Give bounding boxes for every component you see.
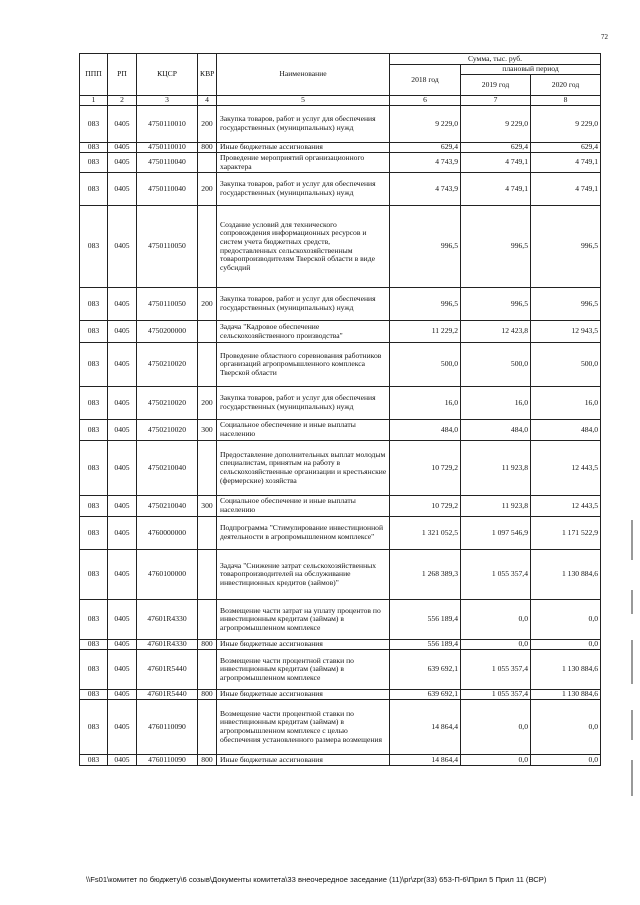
cell-rp: 0405 [108, 755, 137, 766]
cell-kcsr: 47601R5440 [137, 690, 198, 700]
cell-2019: 4 749,1 [461, 173, 531, 206]
table-row [80, 755, 601, 766]
cell-kvr [198, 206, 217, 288]
cell-2018: 14 864,4 [390, 755, 461, 766]
cell-2018: 556 189,4 [390, 600, 461, 640]
cell-2018: 484,0 [390, 420, 461, 441]
cell-2020: 12 443,5 [531, 496, 601, 517]
cell-2020: 4 749,1 [531, 173, 601, 206]
table-row [80, 550, 601, 600]
cell-kcsr: 4750110050 [137, 288, 198, 321]
cell-2018: 556 189,4 [390, 640, 461, 650]
cell-kvr [198, 441, 217, 496]
cell-kvr: 800 [198, 690, 217, 700]
table-row [80, 441, 601, 496]
cell-kcsr: 4750210020 [137, 420, 198, 441]
cell-kvr [198, 343, 217, 387]
cell-name: Социальное обеспечение и иные выплаты населению [217, 420, 390, 441]
cell-2018: 500,0 [390, 343, 461, 387]
cell-2019: 0,0 [461, 755, 531, 766]
header-kcsr: КЦСР [137, 54, 198, 96]
footer-file-path: \\Fs01\комитет по бюджету\6 созыв\Документы комитета\33 внеочередное заседание (11)\pr\zpr(33) 653-П-6\Прил 5 Прил 11 (ВСР) [86, 875, 547, 884]
cell-rp: 0405 [108, 387, 137, 420]
cell-ppp: 083 [80, 143, 108, 153]
cell-kcsr: 4750110010 [137, 106, 198, 143]
cell-2019: 0,0 [461, 640, 531, 650]
cell-name: Иные бюджетные ассигнования [217, 640, 390, 650]
table-row [80, 343, 601, 387]
cell-kcsr: 47601R4330 [137, 600, 198, 640]
cell-2020: 1 130 884,6 [531, 690, 601, 700]
cell-2018: 4 743,9 [390, 173, 461, 206]
cell-2020: 12 943,5 [531, 321, 601, 343]
cell-2019: 1 055 357,4 [461, 690, 531, 700]
cell-ppp: 083 [80, 650, 108, 690]
cell-kcsr: 4750110040 [137, 173, 198, 206]
cell-2020: 0,0 [531, 600, 601, 640]
cell-2018: 11 229,2 [390, 321, 461, 343]
cell-2019: 996,5 [461, 206, 531, 288]
cell-name: Подпрограмма "Стимулирование инвестиционной деятельности в агропромышленном комплексе" [217, 517, 390, 550]
cell-rp: 0405 [108, 343, 137, 387]
cell-2018: 16,0 [390, 387, 461, 420]
cell-kvr [198, 650, 217, 690]
cell-ppp: 083 [80, 600, 108, 640]
cell-name: Иные бюджетные ассигнования [217, 755, 390, 766]
cell-2018: 1 321 052,5 [390, 517, 461, 550]
cell-2018: 639 692,1 [390, 690, 461, 700]
cell-rp: 0405 [108, 517, 137, 550]
cell-2020: 629,4 [531, 143, 601, 153]
cell-kcsr: 4750210020 [137, 343, 198, 387]
cell-kcsr: 47601R5440 [137, 650, 198, 690]
cell-kcsr: 4760110090 [137, 755, 198, 766]
cell-ppp: 083 [80, 420, 108, 441]
cell-name: Возмещение части процентной ставки по инвестиционным кредитам (займам) в агропромышленном комплексе [217, 650, 390, 690]
cell-name: Задача "Кадровое обеспечение сельскохозяйственного производства" [217, 321, 390, 343]
cell-ppp: 083 [80, 343, 108, 387]
cell-kvr [198, 550, 217, 600]
cell-name: Задача "Снижение затрат сельскохозяйственных товаропроизводителей на обслуживание инвестиционных кредитов (займов)" [217, 550, 390, 600]
cell-2018: 996,5 [390, 206, 461, 288]
cell-2020: 12 443,5 [531, 441, 601, 496]
table-row [80, 496, 601, 517]
cell-kcsr: 4760000000 [137, 517, 198, 550]
cell-rp: 0405 [108, 288, 137, 321]
cell-rp: 0405 [108, 173, 137, 206]
cell-2019: 0,0 [461, 600, 531, 640]
cell-ppp: 083 [80, 550, 108, 600]
cell-2018: 9 229,0 [390, 106, 461, 143]
cell-kvr [198, 600, 217, 640]
cell-2018: 10 729,2 [390, 496, 461, 517]
cell-2019: 12 423,8 [461, 321, 531, 343]
header-sum: Сумма, тыс. руб. [390, 54, 601, 65]
cell-2019: 11 923,8 [461, 441, 531, 496]
header-kvr: КВР [198, 54, 217, 96]
header-planned-period: плановый период [461, 65, 601, 75]
cell-name: Закупка товаров, работ и услуг для обеспечения государственных (муниципальных) нужд [217, 288, 390, 321]
table-row [80, 321, 601, 343]
cell-2018: 1 268 389,3 [390, 550, 461, 600]
cell-2018: 996,5 [390, 288, 461, 321]
header-2020: 2020 год [531, 75, 601, 96]
cell-2020: 996,5 [531, 288, 601, 321]
cell-2018: 14 864,4 [390, 700, 461, 755]
column-number-8: 8 [531, 96, 601, 106]
cell-ppp: 083 [80, 321, 108, 343]
table-row [80, 700, 601, 755]
cell-kvr [198, 700, 217, 755]
cell-ppp: 083 [80, 387, 108, 420]
column-number-6: 6 [390, 96, 461, 106]
cell-kcsr: 4760100000 [137, 550, 198, 600]
column-number-3: 3 [137, 96, 198, 106]
cell-2019: 1 055 357,4 [461, 650, 531, 690]
cell-kvr [198, 321, 217, 343]
cell-2019: 0,0 [461, 700, 531, 755]
table-row [80, 153, 601, 173]
cell-rp: 0405 [108, 441, 137, 496]
cell-name: Возмещение части процентной ставки по инвестиционным кредитам (займам) в агропромышленном комплексе с целью обеспечения установленного размера возмещения [217, 700, 390, 755]
cell-kvr: 300 [198, 496, 217, 517]
column-numbers-row [80, 96, 601, 106]
cell-kvr: 200 [198, 387, 217, 420]
table-row [80, 420, 601, 441]
header-2019: 2019 год [461, 75, 531, 96]
cell-name: Закупка товаров, работ и услуг для обеспечения государственных (муниципальных) нужд [217, 173, 390, 206]
cell-name: Проведение мероприятий организационного характера [217, 153, 390, 173]
cell-2019: 16,0 [461, 387, 531, 420]
cell-name: Иные бюджетные ассигнования [217, 690, 390, 700]
cell-rp: 0405 [108, 640, 137, 650]
cell-2018: 629,4 [390, 143, 461, 153]
cell-kvr: 800 [198, 143, 217, 153]
table-header [80, 54, 601, 106]
page-number: 72 [601, 33, 608, 41]
cell-name: Иные бюджетные ассигнования [217, 143, 390, 153]
cell-2019: 11 923,8 [461, 496, 531, 517]
cell-rp: 0405 [108, 106, 137, 143]
cell-2020: 1 130 884,6 [531, 550, 601, 600]
column-number-1: 1 [80, 96, 108, 106]
cell-name: Создание условий для технического сопровождения информационных ресурсов и систем учета бюджетных средств, предоставленных сельскохозяйственным товаропроизводителям Тверской области в виде субсидий [217, 206, 390, 288]
cell-ppp: 083 [80, 517, 108, 550]
cell-kcsr: 4750210040 [137, 496, 198, 517]
cell-name: Проведение областного соревнования работников организаций агропромышленного комплекса Тверской области [217, 343, 390, 387]
table-row [80, 650, 601, 690]
cell-ppp: 083 [80, 496, 108, 517]
cell-ppp: 083 [80, 288, 108, 321]
cell-kcsr: 47601R4330 [137, 640, 198, 650]
cell-ppp: 083 [80, 106, 108, 143]
header-2018: 2018 год [390, 65, 461, 96]
table-row [80, 143, 601, 153]
cell-ppp: 083 [80, 755, 108, 766]
cell-kvr [198, 153, 217, 173]
cell-2020: 16,0 [531, 387, 601, 420]
cell-ppp: 083 [80, 640, 108, 650]
cell-2019: 1 097 546,9 [461, 517, 531, 550]
cell-2019: 1 055 357,4 [461, 550, 531, 600]
cell-2018: 639 692,1 [390, 650, 461, 690]
column-number-5: 5 [217, 96, 390, 106]
cell-2020: 996,5 [531, 206, 601, 288]
table-body [80, 106, 601, 766]
cell-2019: 629,4 [461, 143, 531, 153]
cell-2019: 996,5 [461, 288, 531, 321]
cell-name: Закупка товаров, работ и услуг для обеспечения государственных (муниципальных) нужд [217, 387, 390, 420]
column-number-7: 7 [461, 96, 531, 106]
table-row [80, 387, 601, 420]
cell-rp: 0405 [108, 600, 137, 640]
table-row [80, 288, 601, 321]
cell-rp: 0405 [108, 206, 137, 288]
header-rp: РП [108, 54, 137, 96]
cell-kvr: 300 [198, 420, 217, 441]
cell-rp: 0405 [108, 700, 137, 755]
cell-2019: 9 229,0 [461, 106, 531, 143]
cell-kcsr: 4750110050 [137, 206, 198, 288]
table-row [80, 600, 601, 640]
cell-2018: 10 729,2 [390, 441, 461, 496]
cell-kcsr: 4750110010 [137, 143, 198, 153]
cell-2018: 4 743,9 [390, 153, 461, 173]
cell-2019: 4 749,1 [461, 153, 531, 173]
cell-rp: 0405 [108, 550, 137, 600]
cell-kvr [198, 517, 217, 550]
column-number-4: 4 [198, 96, 217, 106]
cell-kcsr: 4750200000 [137, 321, 198, 343]
cell-rp: 0405 [108, 690, 137, 700]
cell-kcsr: 4750110040 [137, 153, 198, 173]
cell-2020: 484,0 [531, 420, 601, 441]
cell-kvr: 200 [198, 288, 217, 321]
cell-name: Закупка товаров, работ и услуг для обеспечения государственных (муниципальных) нужд [217, 106, 390, 143]
cell-ppp: 083 [80, 173, 108, 206]
cell-rp: 0405 [108, 650, 137, 690]
table-row [80, 640, 601, 650]
table-row [80, 690, 601, 700]
cell-2020: 0,0 [531, 755, 601, 766]
cell-rp: 0405 [108, 321, 137, 343]
cell-name: Социальное обеспечение и иные выплаты населению [217, 496, 390, 517]
cell-kcsr: 4750210020 [137, 387, 198, 420]
cell-ppp: 083 [80, 690, 108, 700]
cell-2020: 0,0 [531, 640, 601, 650]
cell-2020: 1 171 522,9 [531, 517, 601, 550]
table-row [80, 173, 601, 206]
table-row [80, 106, 601, 143]
cell-kcsr: 4760110090 [137, 700, 198, 755]
cell-kvr: 200 [198, 173, 217, 206]
cell-kvr: 200 [198, 106, 217, 143]
cell-2019: 484,0 [461, 420, 531, 441]
table-row [80, 206, 601, 288]
cell-rp: 0405 [108, 153, 137, 173]
cell-rp: 0405 [108, 420, 137, 441]
cell-2020: 0,0 [531, 700, 601, 755]
cell-name: Возмещение части затрат на уплату процентов по инвестиционным кредитам (займам) в агропромышленном комплексе [217, 600, 390, 640]
cell-ppp: 083 [80, 700, 108, 755]
cell-ppp: 083 [80, 206, 108, 288]
cell-2020: 9 229,0 [531, 106, 601, 143]
cell-kvr: 800 [198, 640, 217, 650]
column-number-2: 2 [108, 96, 137, 106]
cell-rp: 0405 [108, 496, 137, 517]
header-name: Наименование [217, 54, 390, 96]
budget-table [79, 53, 601, 766]
cell-kcsr: 4750210040 [137, 441, 198, 496]
cell-name: Предоставление дополнительных выплат молодым специалистам, принятым на работу в сельскохозяйственные организации и крестьянские (фермерские) хозяйства [217, 441, 390, 496]
cell-rp: 0405 [108, 143, 137, 153]
cell-ppp: 083 [80, 441, 108, 496]
cell-2019: 500,0 [461, 343, 531, 387]
cell-2020: 500,0 [531, 343, 601, 387]
scan-edge-marks [630, 520, 634, 800]
cell-kvr: 800 [198, 755, 217, 766]
cell-ppp: 083 [80, 153, 108, 173]
cell-2020: 4 749,1 [531, 153, 601, 173]
header-ppp: ППП [80, 54, 108, 96]
table-row [80, 517, 601, 550]
cell-2020: 1 130 884,6 [531, 650, 601, 690]
